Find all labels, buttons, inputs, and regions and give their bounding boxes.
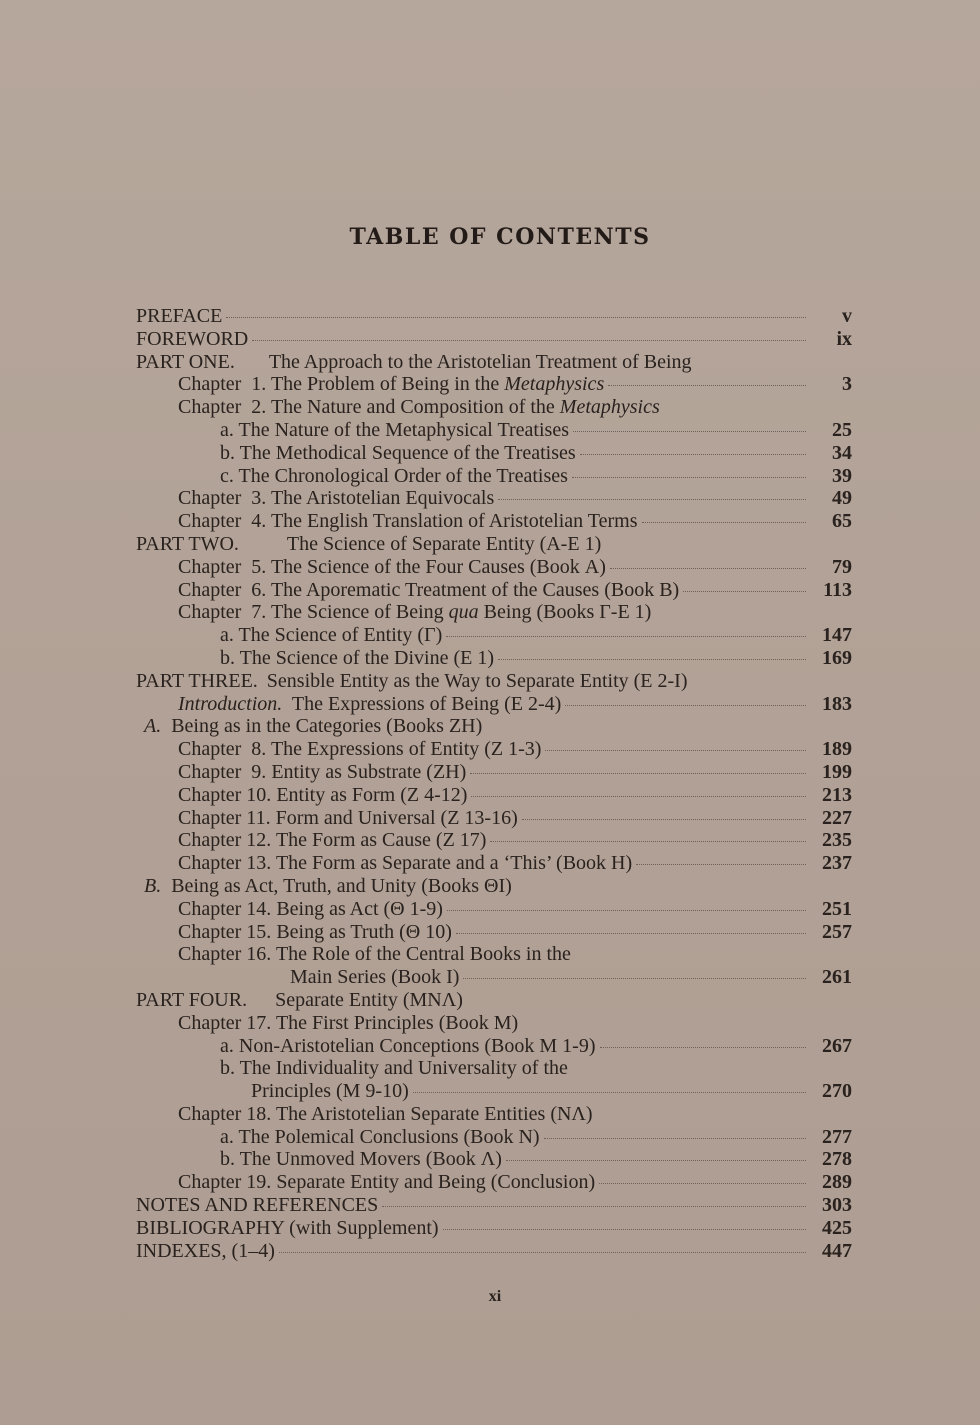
- toc-entry-continuation: [136, 1080, 852, 1103]
- page-number: v: [842, 305, 852, 327]
- chapter-prefix: Chapter 11.: [178, 806, 271, 829]
- toc-part-heading: [136, 351, 852, 374]
- page-number: 213: [822, 783, 852, 806]
- entry-label: The Aristotelian Separate Entities (ΝΛ): [275, 1102, 593, 1125]
- page-number: 261: [822, 966, 852, 989]
- entry-label: Form and Universal (Ζ 13-16): [275, 806, 518, 829]
- toc-entry: [136, 328, 852, 351]
- chapter-prefix: Chapter 13.: [178, 852, 272, 875]
- toc-part-heading: [136, 670, 852, 693]
- entry-label: The Science of the Four Causes (Book Α): [270, 555, 606, 578]
- toc-entry: [136, 647, 852, 670]
- chapter-prefix: Chapter 16.: [178, 943, 272, 966]
- leader-dots: [446, 635, 806, 637]
- toc-entry: [136, 601, 852, 624]
- page-number: 79: [832, 555, 852, 578]
- chapter-prefix: Chapter 18.: [178, 1102, 272, 1125]
- entry-label: Being as in the Categories (Books ΖΗ): [171, 715, 483, 738]
- entry-label: Separate Entity and Being (Conclusion): [276, 1171, 596, 1194]
- toc-part-heading: [136, 533, 852, 556]
- entry-label: The Approach to the Aristotelian Treatment of Being: [268, 350, 692, 373]
- italic-prefix: Introduction.: [178, 692, 283, 715]
- page-number: 270: [822, 1080, 852, 1103]
- toc-section-heading: [136, 875, 852, 898]
- chapter-prefix: Chapter 12.: [178, 829, 272, 852]
- entry-label: The Expressions of Being (Ε 2-4): [291, 692, 562, 715]
- page-number: 49: [832, 487, 852, 510]
- page-number: 277: [822, 1125, 852, 1148]
- toc-entry: [136, 556, 852, 579]
- page-number: 425: [822, 1216, 852, 1239]
- toc-entry: [136, 921, 852, 944]
- entry-label: a. The Science of Entity (Γ): [220, 624, 443, 647]
- chapter-prefix: Chapter 10.: [178, 783, 272, 806]
- page-number: 235: [822, 829, 852, 852]
- entry-italic: Metaphysics: [559, 396, 660, 419]
- entry-label: b. The Individuality and Universality of the: [220, 1057, 568, 1080]
- chapter-prefix: Chapter 2.: [178, 396, 267, 419]
- part-prefix: PART THREE.: [136, 669, 258, 692]
- entry-label: The Form as Cause (Ζ 17): [275, 829, 487, 852]
- leader-dots: [608, 384, 806, 386]
- leader-dots: [600, 1046, 807, 1048]
- entry-label: Sensible Entity as the Way to Separate Entity (Ε 2-Ι): [266, 669, 688, 692]
- entry-label: The Role of the Central Books in the: [275, 943, 571, 966]
- leader-dots: [599, 1182, 806, 1184]
- entry-label: The Form as Separate and a ‘This’ (Book Η): [275, 852, 633, 875]
- page-number: 237: [822, 852, 852, 875]
- leader-dots: [252, 339, 806, 341]
- page-number: 169: [822, 646, 852, 669]
- entry-label: b. The Unmoved Movers (Book Λ): [220, 1148, 502, 1171]
- page-folio: xi: [488, 1288, 502, 1305]
- toc-entry: [136, 1103, 852, 1126]
- entry-label: b. The Science of the Divine (Ε 1): [220, 646, 494, 669]
- chapter-prefix: Chapter 6.: [178, 578, 267, 601]
- entry-label: PREFACE: [136, 305, 223, 327]
- chapter-prefix: Chapter 19.: [178, 1171, 272, 1194]
- toc-entry: [136, 761, 852, 784]
- toc-entry: [136, 579, 852, 602]
- entry-label: Being as Truth (Θ 10): [276, 920, 452, 943]
- toc-entry: [136, 465, 852, 488]
- entry-label: FOREWORD: [136, 327, 249, 350]
- entry-label: The Science of Being: [270, 601, 449, 624]
- toc-entry: [136, 1035, 852, 1058]
- page-number: 303: [822, 1194, 852, 1217]
- page-number: 39: [832, 464, 852, 487]
- leader-dots: [226, 316, 806, 318]
- chapter-prefix: Chapter 4.: [178, 510, 267, 533]
- entry-label: BIBLIOGRAPHY (with Supplement): [136, 1216, 439, 1239]
- toc-entry: [136, 1012, 852, 1035]
- toc-entry: [136, 396, 852, 419]
- entry-label: The Expressions of Entity (Ζ 1-3): [270, 738, 542, 761]
- part-prefix: PART FOUR.: [136, 988, 248, 1011]
- entry-label: Entity as Substrate (ΖΗ): [271, 760, 467, 783]
- entry-label: a. The Nature of the Metaphysical Treatises: [220, 418, 569, 441]
- leader-dots: [610, 567, 806, 569]
- chapter-prefix: Chapter 5.: [178, 555, 267, 578]
- entry-label: INDEXES, (1–4): [136, 1239, 275, 1262]
- toc-entry: [136, 898, 852, 921]
- page-number: 113: [823, 578, 852, 601]
- toc-entry: [136, 807, 852, 830]
- leader-dots: [413, 1091, 806, 1093]
- entry-label: The Nature and Composition of the: [270, 396, 560, 419]
- leader-dots: [447, 909, 806, 911]
- entry-label-cont: Being (Books Γ-Ε 1): [478, 601, 652, 624]
- page-number: 25: [832, 418, 852, 441]
- leader-dots: [580, 453, 806, 455]
- page-number: 251: [822, 897, 852, 920]
- toc-entry: [136, 373, 852, 396]
- leader-dots: [490, 840, 806, 842]
- part-prefix: PART ONE.: [136, 350, 235, 373]
- chapter-prefix: Chapter 3.: [178, 487, 267, 510]
- toc-entry: [136, 1057, 852, 1080]
- part-prefix: PART TWO.: [136, 532, 239, 555]
- toc-entry: [136, 829, 852, 852]
- leader-dots: [544, 1137, 806, 1139]
- entry-label: Principles (Μ 9-10): [251, 1080, 409, 1103]
- leader-dots: [498, 658, 806, 660]
- entry-label: Separate Entity (ΜΝΛ): [275, 988, 463, 1011]
- entry-label: a. The Polemical Conclusions (Book Ν): [220, 1125, 540, 1148]
- toc-entry: [136, 305, 852, 328]
- toc-entry: [136, 943, 852, 966]
- chapter-prefix: Chapter 15.: [178, 920, 272, 943]
- toc-entry: [136, 738, 852, 761]
- toc-entry: [136, 852, 852, 875]
- toc-entry: [136, 419, 852, 442]
- leader-dots: [683, 590, 806, 592]
- page-number: 199: [822, 760, 852, 783]
- entry-label: The English Translation of Aristotelian Terms: [270, 510, 638, 533]
- page-number: 189: [822, 738, 852, 761]
- leader-dots: [506, 1159, 806, 1161]
- toc-part-heading: [136, 989, 852, 1012]
- page-number: ix: [836, 327, 852, 350]
- page-number: 227: [822, 806, 852, 829]
- leader-dots: [382, 1205, 806, 1207]
- leader-dots: [545, 749, 806, 751]
- toc-entry: [136, 1217, 852, 1240]
- italic-prefix: B.: [144, 874, 162, 897]
- chapter-prefix: Chapter 17.: [178, 1011, 272, 1034]
- toc-entry: [136, 624, 852, 647]
- toc-entry: [136, 693, 852, 716]
- toc-entry: [136, 1171, 852, 1194]
- toc-section-heading: [136, 715, 852, 738]
- leader-dots: [642, 521, 807, 523]
- page-number: 289: [822, 1171, 852, 1194]
- toc-entry: [136, 1240, 852, 1263]
- leader-dots: [443, 1228, 806, 1230]
- entry-label: The Aristotelian Equivocals: [270, 487, 495, 510]
- leader-dots: [522, 818, 806, 820]
- leader-dots: [456, 932, 806, 934]
- page-number: 278: [822, 1148, 852, 1171]
- leader-dots: [470, 772, 806, 774]
- entry-label: c. The Chronological Order of the Treatises: [220, 464, 568, 487]
- entry-italic: Metaphysics: [504, 373, 605, 396]
- entry-label: Entity as Form (Ζ 4-12): [276, 783, 468, 806]
- leader-dots: [636, 863, 806, 865]
- page-number: 267: [822, 1034, 852, 1057]
- chapter-prefix: Chapter 1.: [178, 373, 267, 396]
- entry-italic: qua: [448, 601, 479, 624]
- italic-prefix: A.: [144, 715, 162, 738]
- toc-entry: [136, 784, 852, 807]
- leader-dots: [463, 977, 806, 979]
- entry-label: The Aporematic Treatment of the Causes (Book Β): [270, 578, 680, 601]
- entry-label: Being as Act, Truth, and Unity (Books ΘΙ): [171, 874, 512, 897]
- page-number: 257: [822, 920, 852, 943]
- toc-entry: [136, 1126, 852, 1149]
- leader-dots: [572, 476, 806, 478]
- leader-dots: [498, 498, 806, 500]
- entry-label: Being as Act (Θ 1-9): [276, 897, 443, 920]
- page-number: 183: [822, 692, 852, 715]
- toc-entry: [136, 510, 852, 533]
- page-title: TABLE OF CONTENTS: [349, 224, 651, 250]
- entry-label: a. Non-Aristotelian Conceptions (Book Μ 1-9): [220, 1034, 596, 1057]
- table-of-contents: [136, 305, 852, 1262]
- entry-label: Main Series (Book Ι): [290, 966, 460, 989]
- page-number: 34: [832, 441, 852, 464]
- leader-dots: [279, 1251, 806, 1253]
- page-number: 65: [832, 510, 852, 533]
- entry-label: NOTES AND REFERENCES: [136, 1194, 379, 1217]
- entry-label: The Science of Separate Entity (Α-Ε 1): [286, 532, 602, 555]
- toc-entry: [136, 1148, 852, 1171]
- entry-label: The First Principles (Book Μ): [275, 1011, 519, 1034]
- toc-entry-continuation: [136, 966, 852, 989]
- chapter-prefix: Chapter 7.: [178, 601, 267, 624]
- toc-entry: [136, 1194, 852, 1217]
- chapter-prefix: Chapter 8.: [178, 738, 267, 761]
- page-number: 3: [842, 373, 852, 396]
- page-number: 147: [822, 624, 852, 647]
- leader-dots: [565, 704, 806, 706]
- leader-dots: [471, 795, 806, 797]
- toc-entry: [136, 487, 852, 510]
- entry-label: b. The Methodical Sequence of the Treatises: [220, 441, 576, 464]
- toc-entry: [136, 442, 852, 465]
- leader-dots: [573, 430, 806, 432]
- chapter-prefix: Chapter 14.: [178, 897, 272, 920]
- page-number: 447: [822, 1239, 852, 1262]
- entry-label: The Problem of Being in the: [270, 373, 505, 396]
- chapter-prefix: Chapter 9.: [178, 760, 267, 783]
